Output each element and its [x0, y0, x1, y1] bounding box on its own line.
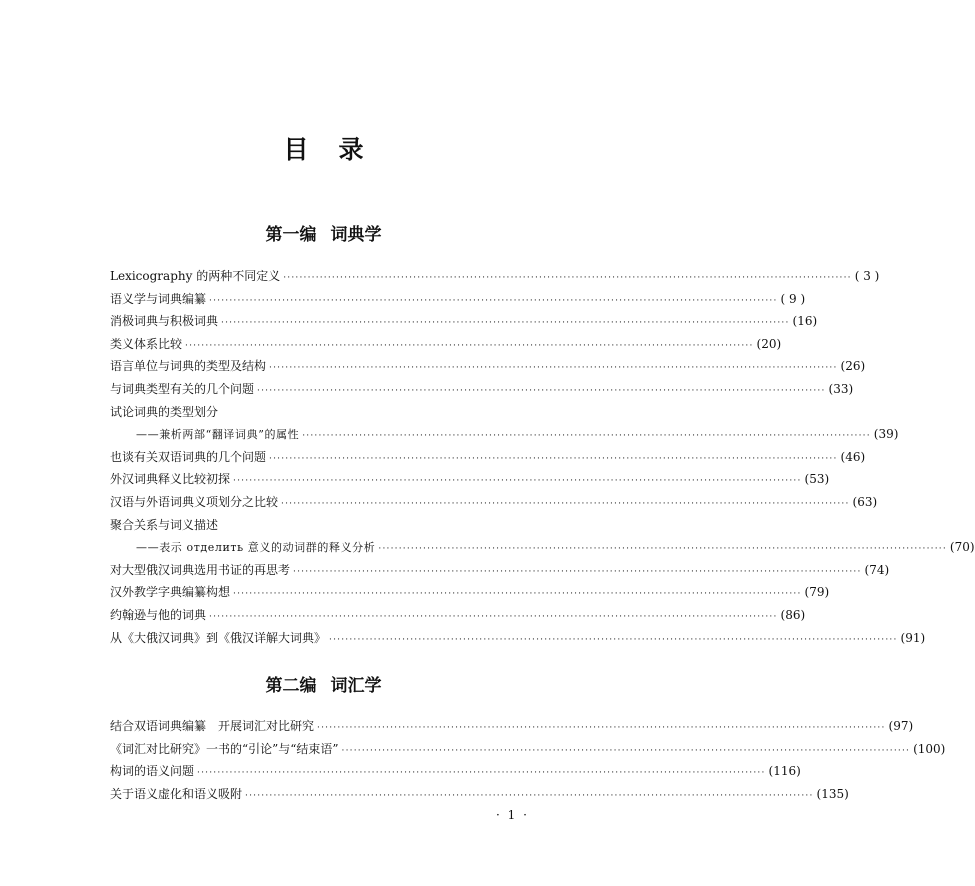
toc-entry-title: 试论词典的类型划分	[110, 404, 219, 419]
toc-entry[interactable]	[110, 559, 890, 582]
dot-leader: ············································································································································	[221, 318, 790, 329]
dot-leader: ············································································································································	[329, 634, 898, 645]
page-title-char-2: 录	[338, 135, 364, 164]
toc-entry-title: 消极词典与积极词典	[110, 314, 219, 329]
toc-entry-subtitle[interactable]	[110, 423, 899, 446]
toc-entry[interactable]	[110, 715, 914, 738]
toc-section-1	[110, 265, 975, 649]
dot-leader: ············································································································································	[302, 431, 871, 442]
toc-entry[interactable]	[110, 333, 782, 356]
dot-leader: ············································································································································	[209, 295, 778, 306]
toc-entry-page: (116)	[768, 764, 801, 779]
dot-leader: ············································································································································	[185, 340, 754, 351]
toc-entry[interactable]	[110, 468, 830, 491]
toc-entry[interactable]	[110, 783, 849, 806]
toc-entry-page: (20)	[756, 336, 782, 351]
section-title-1	[0, 220, 647, 245]
toc-entry-title: 《词汇对比研究》一书的“引论”与“结束语”	[110, 741, 339, 756]
dot-leader: ············································································································································	[209, 611, 778, 622]
dot-leader: ············································································································································	[283, 273, 852, 283]
dot-leader: ············································································································································	[317, 723, 886, 733]
toc-entry-title: 汉外教学字典编纂构想	[110, 585, 231, 600]
toc-entry-title: 语义学与词典编纂	[110, 291, 207, 306]
toc-entry-page: (135)	[816, 786, 849, 801]
toc-entry-page: (97)	[888, 719, 914, 733]
dot-leader: ············································································································································	[233, 476, 802, 487]
toc-section-2	[110, 715, 946, 805]
toc-entry-title: 结合双语词典编纂 开展词汇对比研究	[110, 719, 315, 733]
page-title	[0, 130, 647, 166]
toc-entry-page: (100)	[913, 741, 946, 756]
dot-leader: ············································································································································	[257, 385, 826, 396]
page-number: · 1 ·	[496, 808, 529, 822]
toc-entry[interactable]	[110, 355, 866, 378]
toc-entry-title: 对大型俄汉词典选用书证的再思考	[110, 562, 291, 577]
dot-leader: ············································································································································	[281, 498, 850, 509]
toc-entry-title: ——表示 отделить 意义的动词群的释义分析	[136, 541, 376, 555]
toc-entry-page: (39)	[873, 427, 899, 442]
dot-leader: ············································································································································	[378, 544, 947, 555]
toc-entry-heading[interactable]	[110, 401, 536, 424]
toc-entry[interactable]	[110, 738, 946, 761]
section-part-label: 第二编	[265, 676, 317, 696]
section-name-label: 词典学	[330, 225, 382, 245]
toc-entry-subtitle[interactable]	[110, 536, 975, 559]
section-title-2	[0, 671, 647, 696]
toc-entry-page: (33)	[828, 381, 854, 396]
dot-leader: ············································································································································	[341, 745, 911, 756]
toc-entry-title: 汉语与外语词典义项划分之比较	[110, 494, 279, 509]
toc-entry-title: 从《大俄汉词典》到《俄汉详解大词典》	[110, 630, 327, 645]
toc-entry[interactable]	[110, 581, 830, 604]
dot-leader: ············································································································································	[245, 790, 814, 801]
toc-entry-page: (91)	[900, 630, 926, 645]
toc-entry-title: 构词的语义问题	[110, 764, 195, 779]
toc-entry-page: (79)	[804, 585, 830, 600]
toc-entry-title: 类义体系比较	[110, 336, 183, 351]
toc-entry-page: (74)	[864, 562, 890, 577]
toc-entry-title: Lexicography 的两种不同定义	[110, 269, 281, 283]
toc-entry-title: 也谈有关双语词典的几个问题	[110, 449, 267, 464]
toc-entry-heading[interactable]	[110, 514, 536, 537]
page-title-char-1: 目	[283, 135, 309, 164]
toc-entry-page: ( 3 )	[854, 269, 880, 283]
toc-entry-title: 聚合关系与词义描述	[110, 517, 219, 532]
toc-entry[interactable]	[110, 491, 878, 514]
toc-entry[interactable]	[110, 265, 880, 288]
dot-leader: ············································································································································	[269, 363, 838, 374]
toc-entry-page: (63)	[852, 494, 878, 509]
toc-entry[interactable]	[110, 760, 801, 783]
toc-entry-title: 语言单位与词典的类型及结构	[110, 359, 267, 374]
toc-entry[interactable]	[110, 604, 806, 627]
section-name-label: 词汇学	[330, 676, 382, 696]
dot-leader: ············································································································································	[293, 566, 862, 577]
toc-entry-page: (26)	[840, 359, 866, 374]
toc-entry[interactable]	[110, 378, 854, 401]
toc-entry-title: 外汉词典释义比较初探	[110, 472, 231, 487]
toc-entry-page: (70)	[949, 540, 975, 555]
dot-leader: ············································································································································	[269, 453, 838, 464]
toc-entry-title: ——兼析两部“翻译词典”的属性	[136, 428, 300, 442]
toc-entry-page: (16)	[792, 314, 818, 329]
toc-entry-page: ( 9 )	[780, 291, 806, 306]
section-part-label: 第一编	[265, 225, 317, 245]
toc-entry-page: (46)	[840, 449, 866, 464]
toc-entry[interactable]	[110, 627, 926, 650]
toc-entry-title: 关于语义虚化和语义吸附	[110, 786, 243, 801]
dot-leader: ············································································································································	[233, 589, 802, 600]
dot-leader: ············································································································································	[197, 768, 766, 779]
toc-entry[interactable]	[110, 288, 806, 311]
toc-entry[interactable]	[110, 446, 866, 469]
toc-entry-title: 约翰逊与他的词典	[110, 607, 207, 622]
toc-entry-title: 与词典类型有关的几个问题	[110, 381, 255, 396]
toc-entry[interactable]	[110, 310, 818, 333]
toc-entry-page: (53)	[804, 472, 830, 487]
toc-entry-page: (86)	[780, 607, 806, 622]
